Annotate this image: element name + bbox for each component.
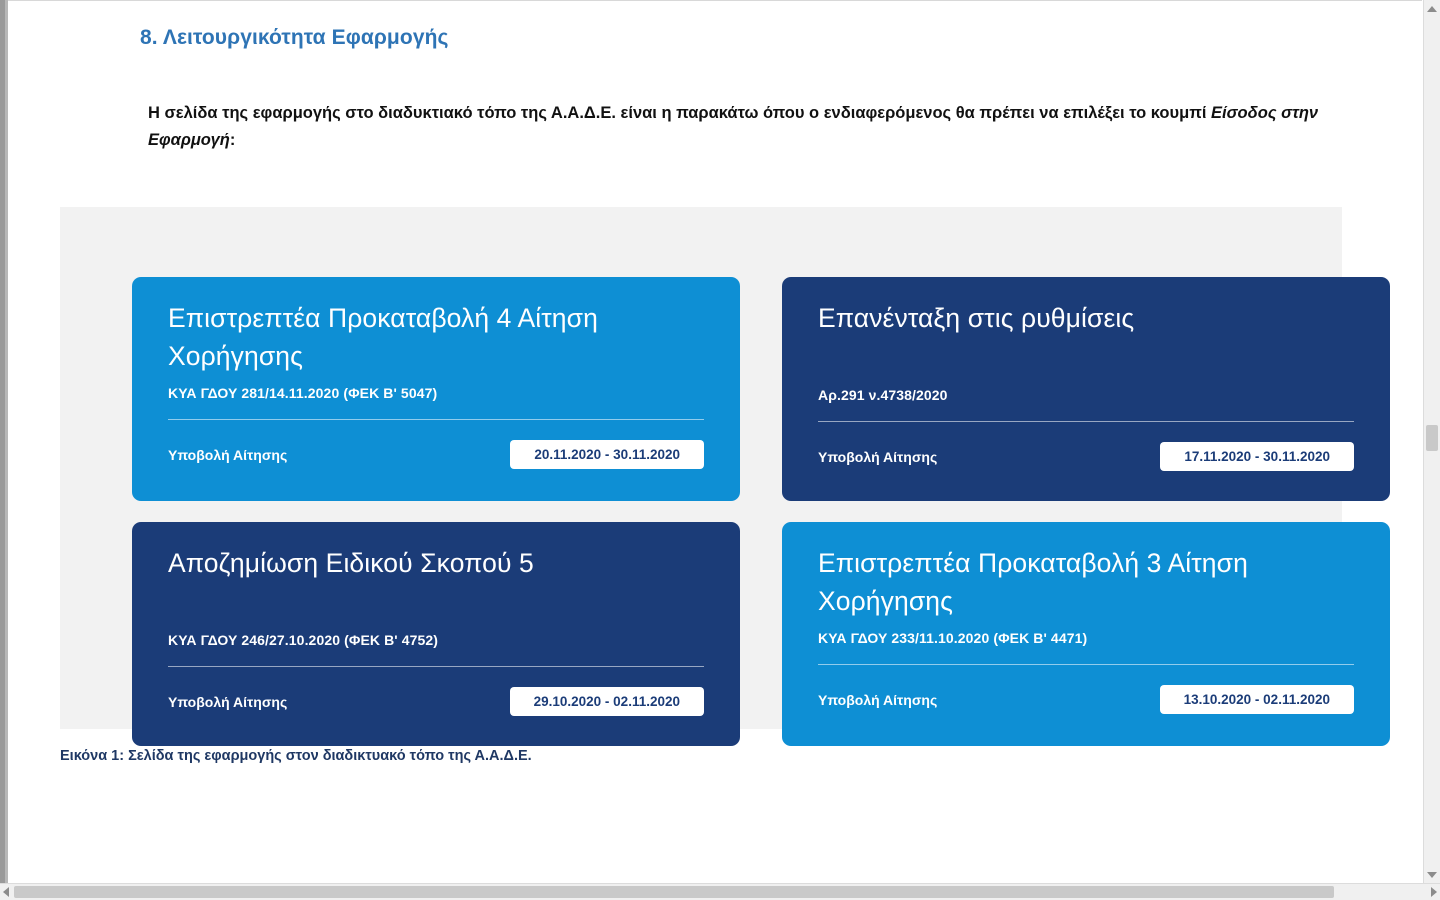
card-date-range-badge[interactable]: 20.11.2020 - 30.11.2020 — [510, 440, 704, 469]
card-divider — [818, 664, 1354, 665]
left-gutter-inner — [0, 0, 5, 886]
card-date-range-badge[interactable]: 13.10.2020 - 02.11.2020 — [1160, 685, 1354, 714]
card-footer-label: Υποβολή Αίτησης — [818, 691, 938, 708]
application-card[interactable] — [782, 277, 1390, 501]
left-gutter — [0, 0, 8, 886]
card-footer-label: Υποβολή Αίτησης — [168, 693, 288, 710]
card-title: Αποζημίωση Ειδικού Σκοπού 5 — [168, 548, 534, 578]
card-date-range-badge[interactable]: 29.10.2020 - 02.11.2020 — [510, 687, 704, 716]
card-subtitle: ΚΥΑ ΓΔΟΥ 233/11.10.2020 (ΦΕΚ Β' 4471) — [818, 630, 1088, 646]
card-title: Επιστρεπτέα Προκαταβολή 4 Αίτηση Χορήγησης — [168, 303, 598, 371]
card-footer — [818, 685, 1354, 714]
card-footer-label: Υποβολή Αίτησης — [818, 448, 938, 465]
scroll-right-arrow-icon[interactable] — [1431, 887, 1437, 897]
card-footer — [168, 687, 704, 716]
scroll-down-arrow-icon[interactable] — [1427, 872, 1437, 878]
paragraph-emphasis: Είσοδος στην Εφαρμογή — [148, 104, 1319, 149]
intro-paragraph — [148, 100, 1370, 154]
card-footer — [818, 442, 1354, 471]
paragraph-text-part2: : — [229, 131, 236, 149]
figure-caption: Εικόνα 1: Σελίδα της εφαρμογής στον διαδικτυακό τόπο της Α.Α.Δ.Ε. — [60, 748, 532, 764]
paragraph-text-part1: Η σελίδα της εφαρμογής στο διαδυκτιακό τόπο της Α.Α.Δ.Ε. είναι η παρακάτω όπου ο ενδιαφερόμενος θα πρέπει να επιλέξει το κουμπί — [148, 104, 1212, 122]
application-card[interactable] — [782, 522, 1390, 746]
card-divider — [168, 419, 704, 420]
application-card[interactable] — [132, 277, 740, 501]
card-divider — [818, 421, 1354, 422]
card-subtitle: Αρ.291 ν.4738/2020 — [818, 387, 948, 403]
scroll-left-arrow-icon[interactable] — [3, 887, 9, 897]
scroll-up-arrow-icon[interactable] — [1427, 6, 1437, 12]
vertical-scrollbar-thumb[interactable] — [1426, 425, 1438, 451]
card-footer-label: Υποβολή Αίτησης — [168, 446, 288, 463]
application-card[interactable] — [132, 522, 740, 746]
horizontal-scrollbar[interactable] — [0, 883, 1440, 900]
cards-grid — [124, 241, 1382, 710]
section-heading: 8. Λειτουργικότητα Εφαρμογής — [140, 26, 449, 49]
card-footer — [168, 440, 704, 469]
card-divider — [168, 666, 704, 667]
document-content — [8, 0, 1414, 884]
vertical-scrollbar[interactable] — [1423, 0, 1440, 884]
card-title: Επανένταξη στις ρυθμίσεις — [818, 303, 1135, 333]
card-subtitle: ΚΥΑ ΓΔΟΥ 246/27.10.2020 (ΦΕΚ Β' 4752) — [168, 632, 439, 648]
card-date-range-badge[interactable]: 17.11.2020 - 30.11.2020 — [1160, 442, 1354, 471]
card-title: Επιστρεπτέα Προκαταβολή 3 Αίτηση Χορήγησης — [818, 548, 1248, 616]
horizontal-scrollbar-thumb[interactable] — [14, 886, 1334, 898]
figure-screenshot — [60, 207, 1342, 729]
card-subtitle: ΚΥΑ ΓΔΟΥ 281/14.11.2020 (ΦΕΚ Β' 5047) — [168, 385, 438, 401]
